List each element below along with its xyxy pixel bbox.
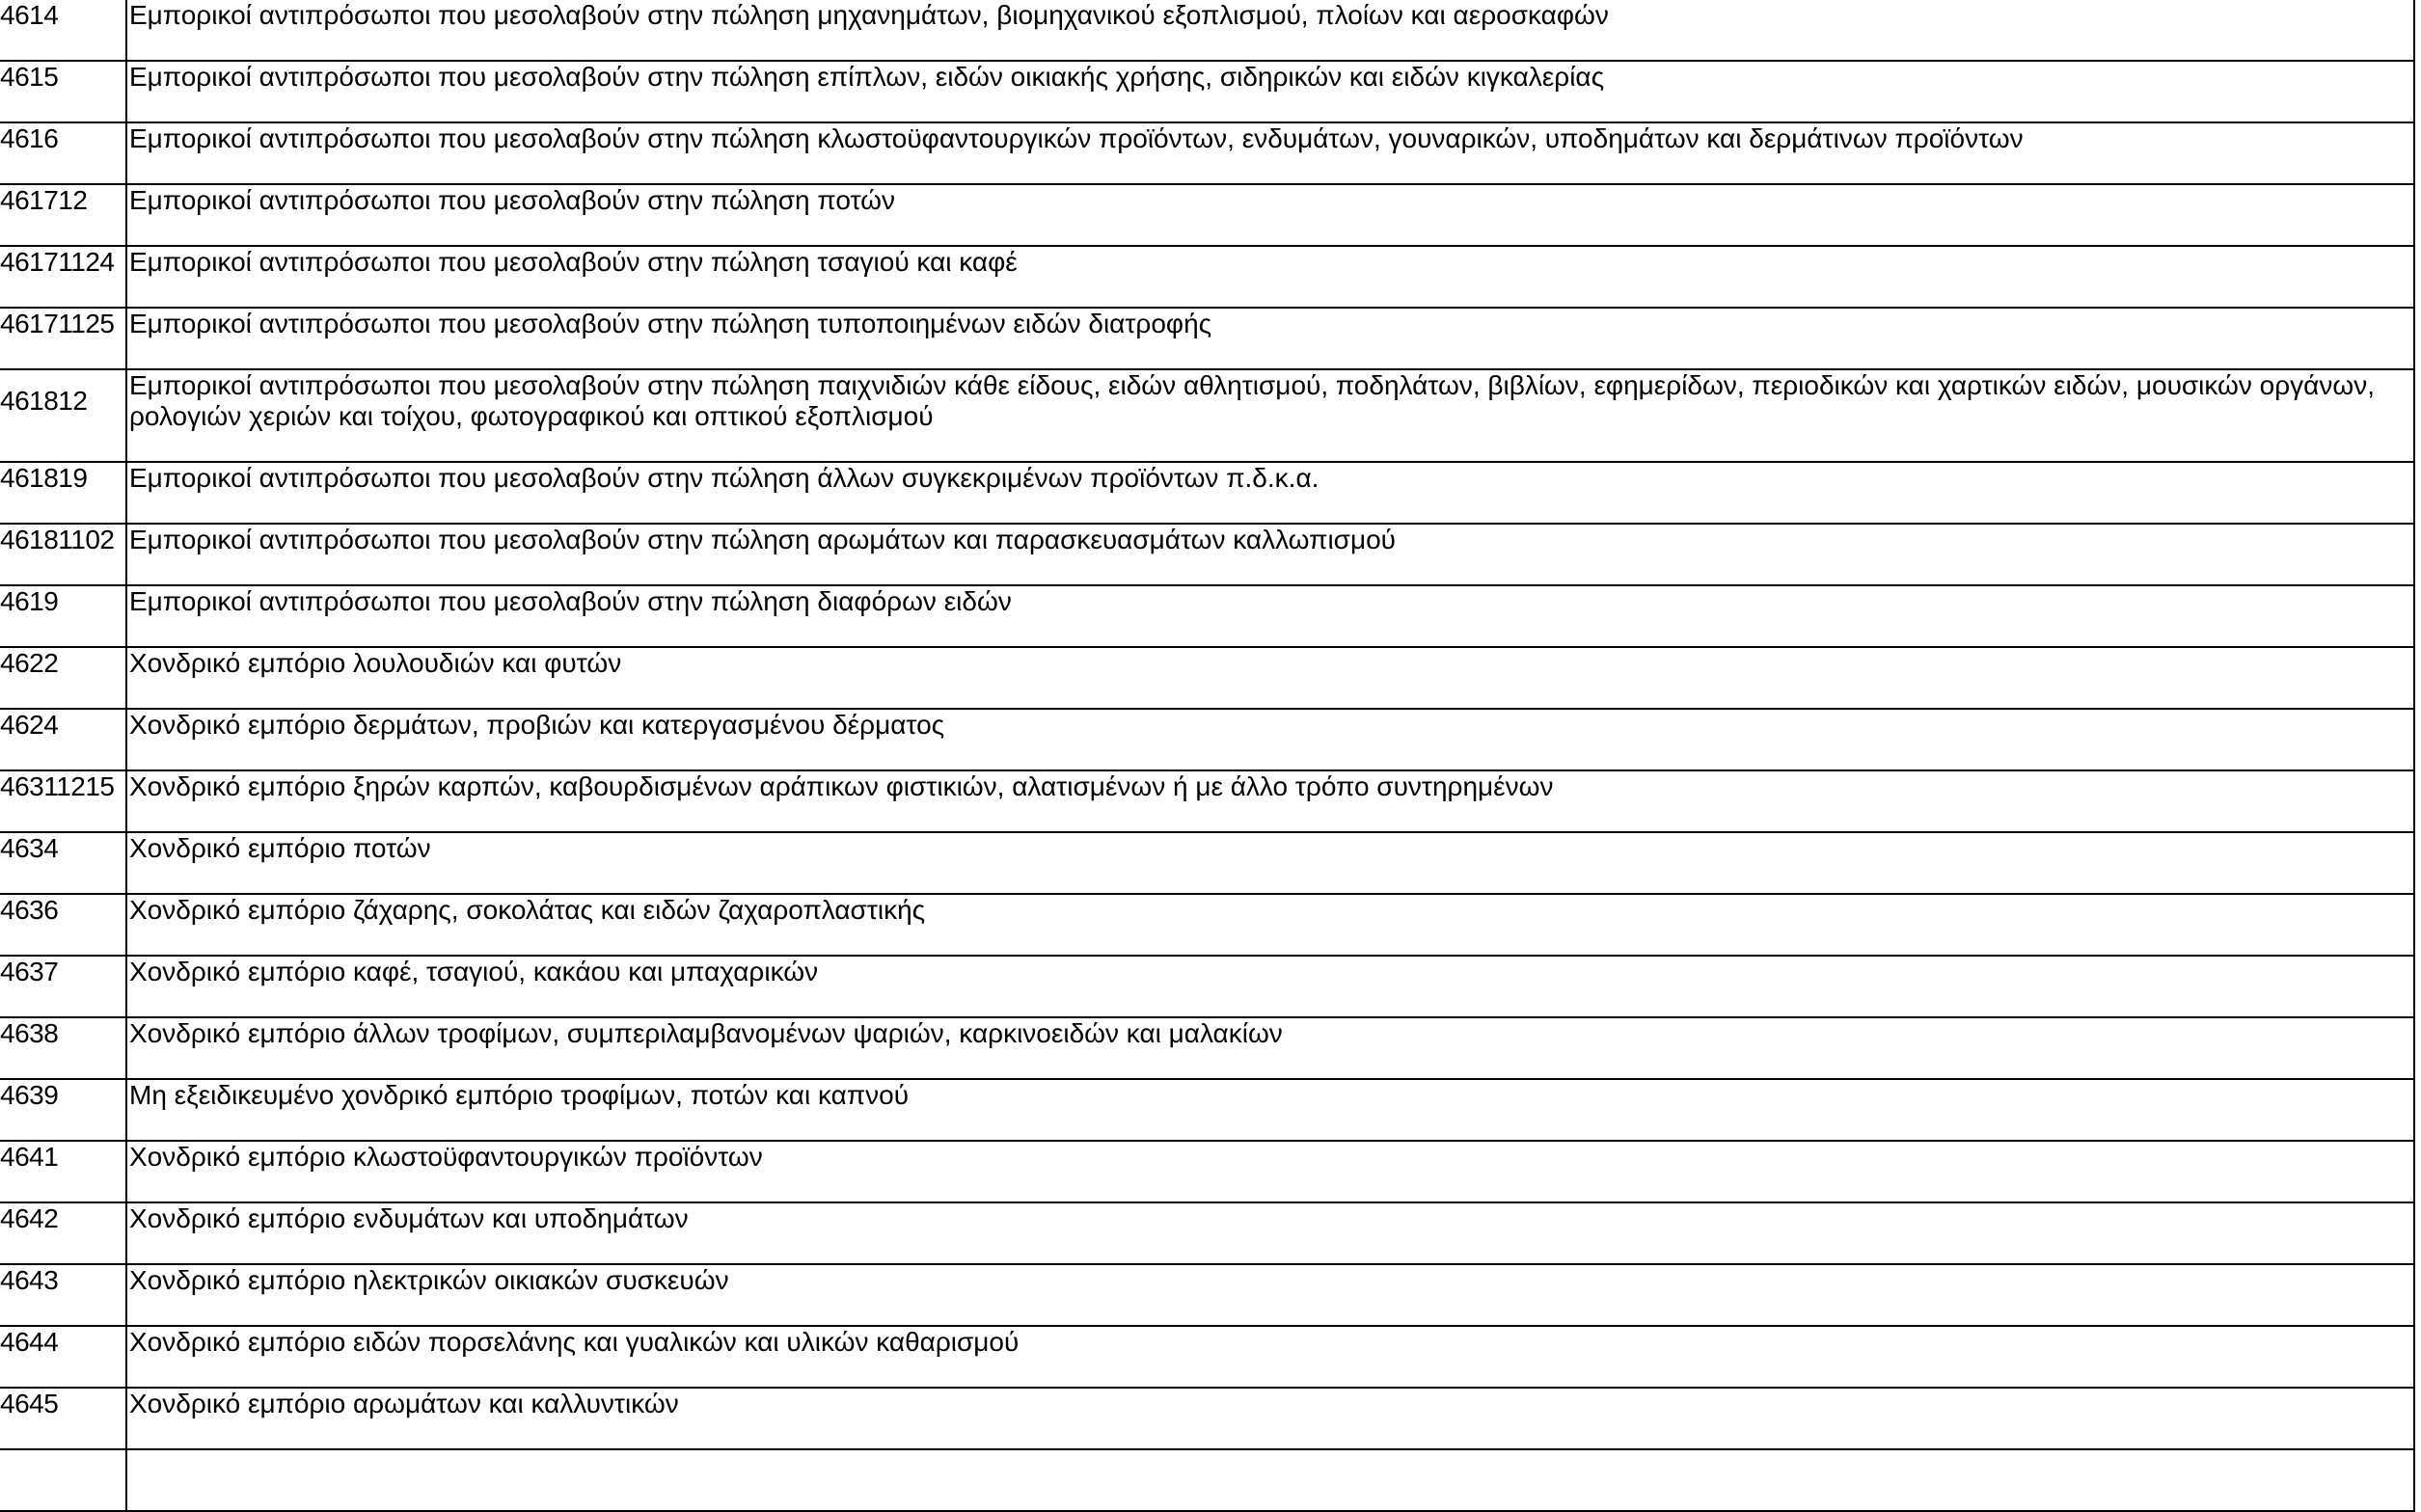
activity-code-cell: 4645 (0, 1389, 127, 1448)
table-row (0, 833, 2415, 895)
activity-description-cell: Χονδρικό εμπόριο κλωστοϋφαντουργικών προϊόντων (127, 1142, 2415, 1202)
activity-code-cell: 4622 (0, 648, 127, 708)
activity-description-cell: Εμπορικοί αντιπρόσωποι που μεσολαβούν στην πώληση κλωστοϋφαντουργικών προϊόντων, ενδυμάτων, γουναρικών, υποδημάτων και δερμάτινων προϊόντων (127, 123, 2415, 183)
table-row (0, 1142, 2415, 1203)
table-row (0, 1203, 2415, 1265)
activity-description-cell: Χονδρικό εμπόριο αρωμάτων και καλλυντικών (127, 1389, 2415, 1448)
table-row (0, 185, 2415, 247)
activity-description-cell: Εμπορικοί αντιπρόσωποι που μεσολαβούν στην πώληση επίπλων, ειδών οικιακής χρήσης, σιδηρικών και ειδών κιγκαλερίας (127, 62, 2415, 122)
activity-code-cell: 4644 (0, 1327, 127, 1387)
activity-description-cell: Εμπορικοί αντιπρόσωποι που μεσολαβούν στην πώληση ποτών (127, 185, 2415, 245)
activity-description-cell: Χονδρικό εμπόριο ξηρών καρπών, καβουρδισμένων αράπικων φιστικιών, αλατισμένων ή με άλλο τρόπο συντηρημένων (127, 771, 2415, 831)
activity-code-cell (0, 1450, 127, 1510)
activity-description-cell: Χονδρικό εμπόριο καφέ, τσαγιού, κακάου και μπαχαρικών (127, 957, 2415, 1016)
activity-code-cell: 4643 (0, 1265, 127, 1325)
activity-description-cell: Μη εξειδικευμένο χονδρικό εμπόριο τροφίμων, ποτών και καπνού (127, 1080, 2415, 1140)
activity-code-cell: 46171124 (0, 247, 127, 307)
activity-description-cell: Χονδρικό εμπόριο ποτών (127, 833, 2415, 893)
activity-description-cell: Χονδρικό εμπόριο ενδυμάτων και υποδημάτων (127, 1203, 2415, 1263)
table-row (0, 62, 2415, 123)
table-row (0, 957, 2415, 1018)
table-row (0, 1080, 2415, 1142)
activity-code-cell: 4615 (0, 62, 127, 122)
table-row (0, 586, 2415, 648)
table-row (0, 123, 2415, 185)
activity-description-cell: Χονδρικό εμπόριο άλλων τροφίμων, συμπεριλαμβανομένων ψαριών, καρκινοειδών και μαλακίων (127, 1018, 2415, 1078)
table-row (0, 1327, 2415, 1389)
activity-description-cell: Εμπορικοί αντιπρόσωποι που μεσολαβούν στην πώληση άλλων συγκεκριμένων προϊόντων π.δ.κ.α. (127, 463, 2415, 523)
table-row (0, 1018, 2415, 1080)
activity-code-cell: 4634 (0, 833, 127, 893)
table-row (0, 1389, 2415, 1450)
table-row (0, 309, 2415, 370)
table-row (0, 710, 2415, 771)
activity-code-cell: 4619 (0, 586, 127, 646)
activity-description-cell: Εμπορικοί αντιπρόσωποι που μεσολαβούν στην πώληση διαφόρων ειδών (127, 586, 2415, 646)
table-row (0, 370, 2415, 463)
activity-description-cell: Χονδρικό εμπόριο ζάχαρης, σοκολάτας και ειδών ζαχαροπλαστικής (127, 895, 2415, 955)
table-row (0, 1265, 2415, 1327)
activity-code-cell: 46171125 (0, 309, 127, 368)
activity-description-cell: Εμπορικοί αντιπρόσωποι που μεσολαβούν στην πώληση μηχανημάτων, βιομηχανικού εξοπλισμού, πλοίων και αεροσκαφών (127, 0, 2415, 60)
activity-description-cell: Εμπορικοί αντιπρόσωποι που μεσολαβούν στην πώληση τσαγιού και καφέ (127, 247, 2415, 307)
activity-code-cell: 4614 (0, 0, 127, 60)
table-row (0, 0, 2415, 62)
activity-code-cell: 4642 (0, 1203, 127, 1263)
table-row (0, 247, 2415, 309)
table-row (0, 463, 2415, 525)
activity-code-cell: 4638 (0, 1018, 127, 1078)
activity-code-cell: 461819 (0, 463, 127, 523)
table-row (0, 895, 2415, 957)
activity-code-cell: 4636 (0, 895, 127, 955)
activity-description-cell: Χονδρικό εμπόριο λουλουδιών και φυτών (127, 648, 2415, 708)
activity-description-cell: Εμπορικοί αντιπρόσωποι που μεσολαβούν στην πώληση παιχνιδιών κάθε είδους, ειδών αθλητισμού, ποδηλάτων, βιβλίων, εφημερίδων, περιοδικών και χαρτικών ειδών, μουσικών οργάνων, ρολογιών χεριών και τοίχου, φωτογραφικού και οπτικού εξοπλισμού (127, 370, 2415, 461)
activity-code-cell: 46311215 (0, 771, 127, 831)
activity-code-cell: 4637 (0, 957, 127, 1016)
activity-code-cell: 4616 (0, 123, 127, 183)
activity-description-cell: Χονδρικό εμπόριο ειδών πορσελάνης και γυαλικών και υλικών καθαρισμού (127, 1327, 2415, 1387)
activity-description-cell: Χονδρικό εμπόριο ηλεκτρικών οικιακών συσκευών (127, 1265, 2415, 1325)
table-row (0, 771, 2415, 833)
activity-code-cell: 4639 (0, 1080, 127, 1140)
activity-code-cell: 461712 (0, 185, 127, 245)
activity-code-cell: 4624 (0, 710, 127, 770)
table-row (0, 1450, 2415, 1512)
activity-description-cell: Χονδρικό εμπόριο δερμάτων, προβιών και κατεργασμένου δέρματος (127, 710, 2415, 770)
activity-description-cell: Εμπορικοί αντιπρόσωποι που μεσολαβούν στην πώληση αρωμάτων και παρασκευασμάτων καλλωπισμού (127, 525, 2415, 584)
activity-code-cell: 4641 (0, 1142, 127, 1202)
activity-code-cell: 46181102 (0, 525, 127, 584)
table-row (0, 648, 2415, 710)
activity-description-cell: Εμπορικοί αντιπρόσωποι που μεσολαβούν στην πώληση τυποποιημένων ειδών διατροφής (127, 309, 2415, 368)
activity-code-cell: 461812 (0, 370, 127, 461)
table-row (0, 525, 2415, 586)
activity-description-cell (127, 1450, 2415, 1510)
